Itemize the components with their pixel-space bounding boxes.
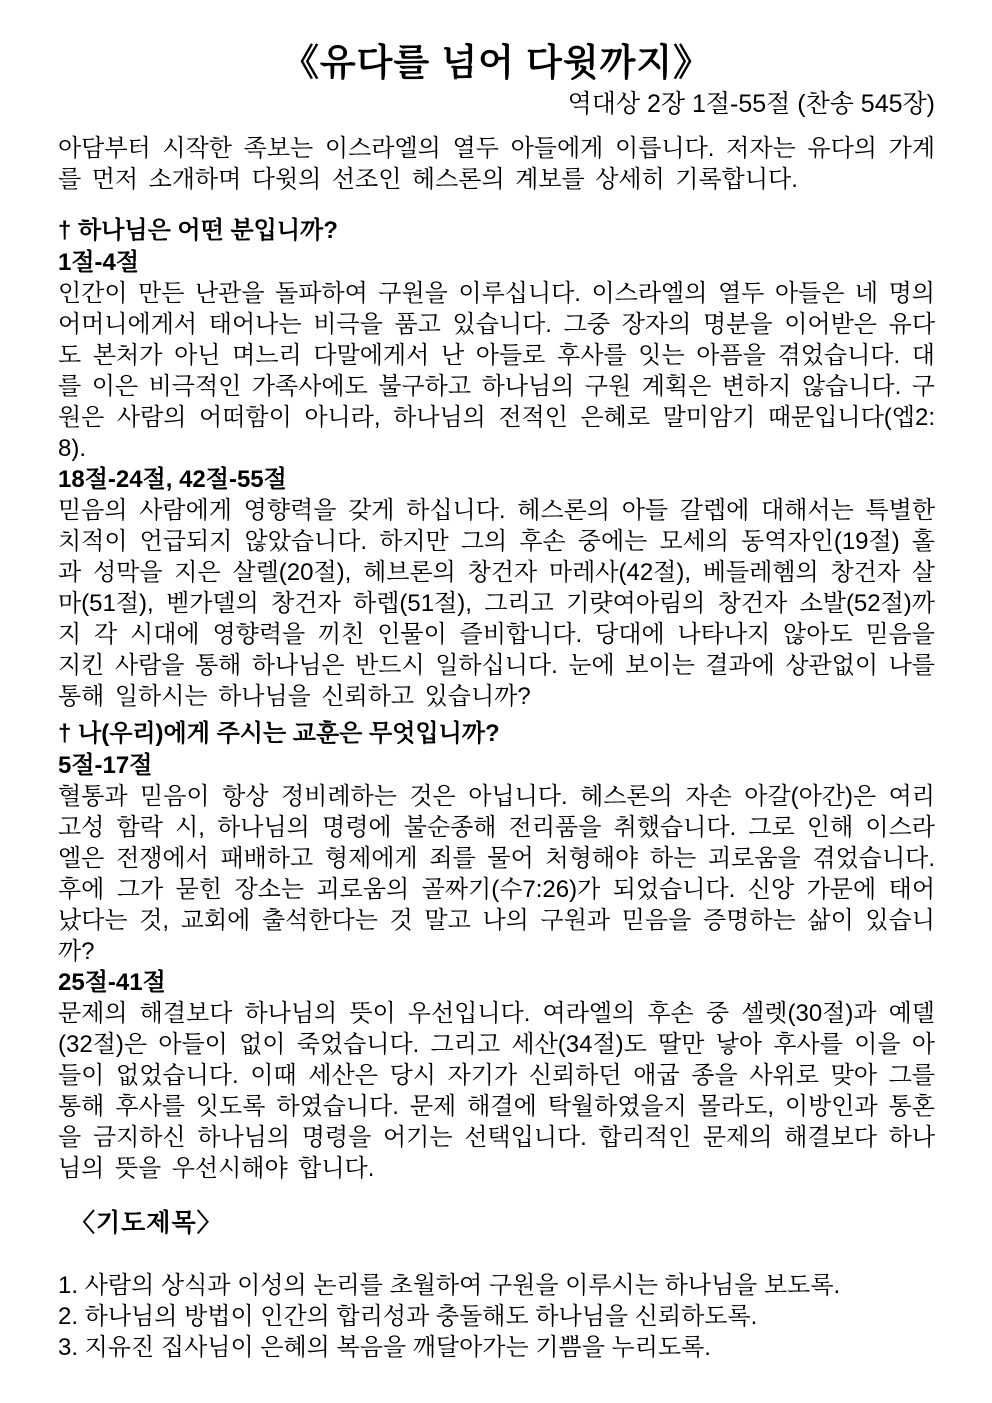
prayer-item: 1. 사람의 상식과 이성의 논리를 초월하여 구원을 이루시는 하나님을 보도록. bbox=[58, 1271, 841, 1299]
prayer-item: 2. 하나님의 방법이 인간의 합리성과 충돌해도 하나님을 신뢰하도록. bbox=[58, 1302, 758, 1330]
commentary-paragraph: 인간이 만든 난관을 돌파하여 구원을 이루십니다. 이스라엘의 열두 아들은 네 명의 어머니에게서 태어나는 비극을 품고 있습니다. 그중 장자의 명분을 이어받은 유다도 본처가 아닌 며느리 다말에게서 난 아들로 후사를 잇는 아픔을 겪었습니다. 대를 이은 비극적인 가족사에도 불구하고 하나님의 구원 계획은 변하지 않습니다. 구원은 사람의 어떠함이 아니라, 하나님의 전적인 은혜로 말미암기 때문입니다(엡2:8). bbox=[58, 279, 935, 462]
commentary-paragraph: 문제의 해결보다 하나님의 뜻이 우선입니다. 여라엘의 후손 중 셀렛(30절)과 예델(32절)은 아들이 없이 죽었습니다. 그리고 세산(34절)도 딸만 낳아 후사를 이을 아들이 없었습니다. 이때 세산은 당시 자기가 신뢰하던 애굽 종을 사위로 맞아 그를 통해 후사를 잇도록 하였습니다. 문제 해결에 탁월하였을지 몰라도, 이방인과 통혼을 금지하신 하나님의 명령을 어기는 선택입니다. 합리적인 문제의 해결보다 하나님의 뜻을 우선시해야 합니다. bbox=[58, 999, 935, 1182]
commentary-paragraph: 혈통과 믿음이 항상 정비례하는 것은 아닙니다. 헤스론의 자손 아갈(아간)은 여리고성 함락 시, 하나님의 명령에 불순종해 전리품을 취했습니다. 그로 인해 이스라엘은 전쟁에서 패배하고 형제에게 죄를 물어 처형해야 하는 괴로움을 겪었습니다. 후에 그가 묻힌 장소는 괴로움의 골짜기(수7:26)가 되었습니다. 신앙 가문에 태어났다는 것, 교회에 출석한다는 것 말고 나의 구원과 믿음을 증명하는 삶이 있습니까? bbox=[58, 782, 935, 965]
verse-range-heading: 25절-41절 bbox=[58, 968, 166, 996]
section-header-who-is-god: † 하나님은 어떤 분입니까? bbox=[58, 216, 338, 244]
page-title: 《유다를 넘어 다윗까지》 bbox=[281, 42, 712, 83]
prayer-item: 3. 지유진 집사님이 은혜의 복음을 깨달아가는 기쁨을 누리도록. bbox=[58, 1333, 711, 1361]
verse-range-heading: 5절-17절 bbox=[58, 751, 153, 779]
prayer-topics-list bbox=[58, 1270, 935, 1363]
commentary-paragraph: 믿음의 사람에게 영향력을 갖게 하십니다. 헤스론의 아들 갈렙에 대해서는 특별한 치적이 언급되지 않았습니다. 하지만 그의 후손 중에는 모세의 동역자인(19절) 홀과 성막을 지은 살렐(20절), 헤브론의 창건자 마레사(42절), 베들레헴의 창건자 살마(51절), 벧가델의 창건자 하렙(51절), 그리고 기럇여아림의 창건자 소발(52절)까지 각 시대에 영향력을 끼친 인물이 즐비합니다. 당대에 나타나지 않아도 믿음을 지킨 사람을 통해 하나님은 반드시 일하십니다. 눈에 보이는 결과에 상관없이 나를 통해 일하시는 하나님을 신뢰하고 있습니까? bbox=[58, 496, 935, 710]
scripture-reference: 역대상 2장 1절-55절 (찬송 545장) bbox=[567, 89, 935, 118]
verse-range-heading: 1절-4절 bbox=[58, 248, 140, 276]
prayer-topics-heading: 〈기도제목〉 bbox=[70, 1208, 223, 1237]
section-header-lesson-for-us: † 나(우리)에게 주시는 교훈은 무엇입니까? bbox=[58, 719, 500, 747]
intro-paragraph: 아담부터 시작한 족보는 이스라엘의 열두 아들에게 이릅니다. 저자는 유다의 가계를 먼저 소개하며 다윗의 선조인 헤스론의 계보를 상세히 기록합니다. bbox=[58, 134, 935, 193]
verse-range-heading: 18절-24절, 42절-55절 bbox=[58, 465, 287, 493]
